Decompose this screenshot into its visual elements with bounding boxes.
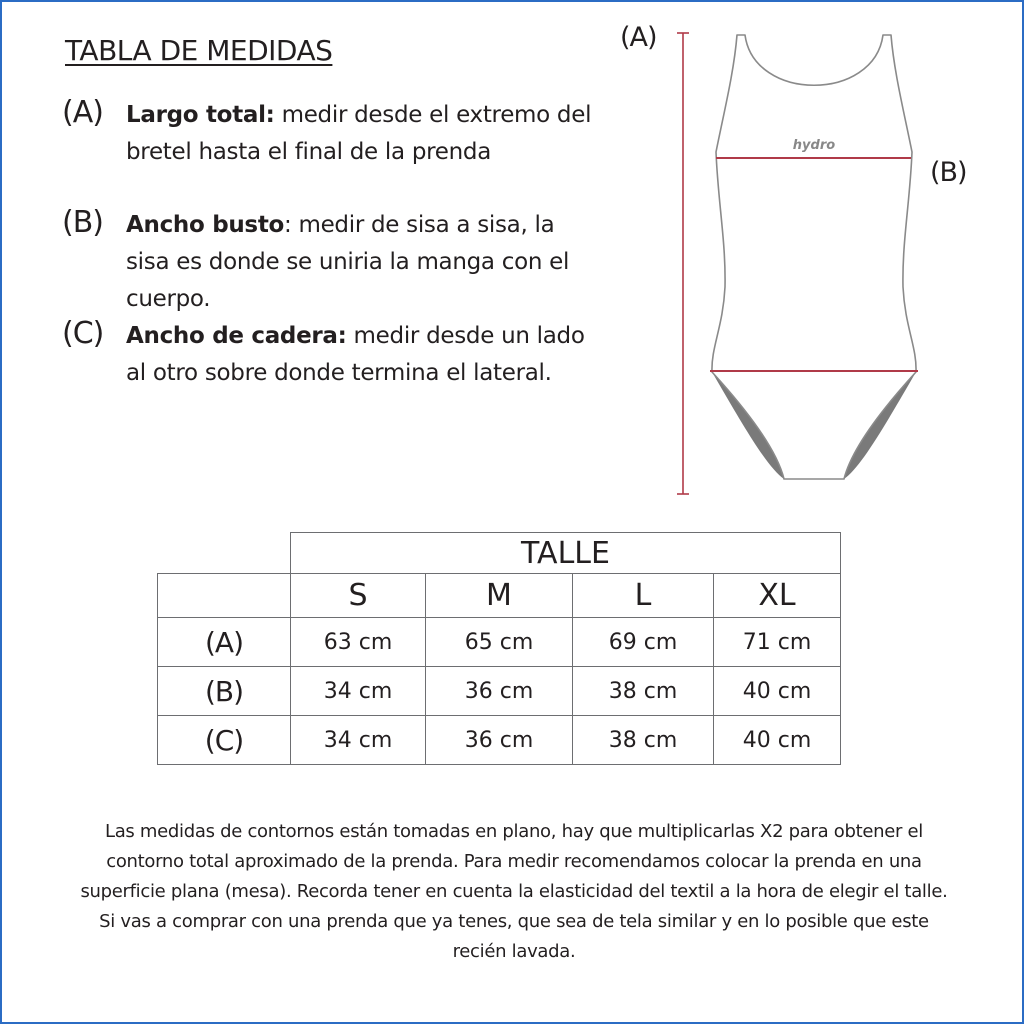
table-row: [158, 618, 841, 667]
table-row: [158, 716, 841, 765]
table-cell: 40 cm: [714, 667, 841, 716]
definition-key: (A): [62, 95, 103, 130]
definition-text: [126, 97, 596, 171]
table-group-header-row: [158, 533, 841, 574]
table-corner-cell: [158, 533, 291, 574]
size-header-xl: XL: [714, 574, 841, 618]
definition-text: [126, 318, 596, 392]
table-size-row: [158, 574, 841, 618]
definition-text: [126, 207, 596, 318]
table-cell: 38 cm: [573, 667, 714, 716]
table-cell: 36 cm: [426, 716, 573, 765]
table-cell: 63 cm: [291, 618, 426, 667]
row-key: (A): [158, 618, 291, 667]
table-cell: 34 cm: [291, 716, 426, 765]
table-empty-cell: [158, 574, 291, 618]
swimsuit-diagram: [672, 27, 932, 502]
table-cell: 34 cm: [291, 667, 426, 716]
table-group-header: TALLE: [291, 533, 841, 574]
definition-key: (C): [62, 316, 104, 351]
row-key: (B): [158, 667, 291, 716]
table-cell: 38 cm: [573, 716, 714, 765]
definition-body: medir desde el extremo del bretel hasta el final de la prenda: [126, 102, 592, 165]
table-cell: 36 cm: [426, 667, 573, 716]
definition-body: medir desde un lado al otro sobre donde termina el lateral.: [126, 323, 585, 386]
table-cell: 40 cm: [714, 716, 841, 765]
size-header-m: M: [426, 574, 573, 618]
table-row: [158, 667, 841, 716]
definition-key: (B): [62, 205, 103, 240]
size-header-s: S: [291, 574, 426, 618]
definition-term: Ancho busto: [126, 212, 285, 238]
table-cell: 69 cm: [573, 618, 714, 667]
table-cell: 65 cm: [426, 618, 573, 667]
table-cell: 71 cm: [714, 618, 841, 667]
size-table: [157, 532, 841, 765]
diagram-label-b: (B): [930, 157, 967, 188]
size-header-l: L: [573, 574, 714, 618]
length-measure-line: [677, 33, 689, 494]
definition-term: Ancho de cadera:: [126, 323, 347, 349]
row-key: (C): [158, 716, 291, 765]
definition-term: Largo total:: [126, 102, 275, 128]
diagram-label-a: (A): [620, 22, 657, 53]
definition-body: : medir de sisa a sisa, la sisa es donde se uniria la manga con el cuerpo.: [126, 212, 570, 312]
brand-logo-text: hydro: [792, 138, 836, 153]
page-title: TABLA DE MEDIDAS: [65, 34, 333, 67]
measurement-note: Las medidas de contornos están tomadas en plano, hay que multiplicarlas X2 para obtener el contorno total aproximado de la prenda. Para medir recomendamos colocar la prenda en una superficie plana (mesa). Recorda tener en cuenta la elasticidad del textil a la hora de elegir el talle. Si vas a comprar con una prenda que ya tenes, que sea de tela similar y en lo posible que este recién lavada.: [80, 821, 948, 962]
